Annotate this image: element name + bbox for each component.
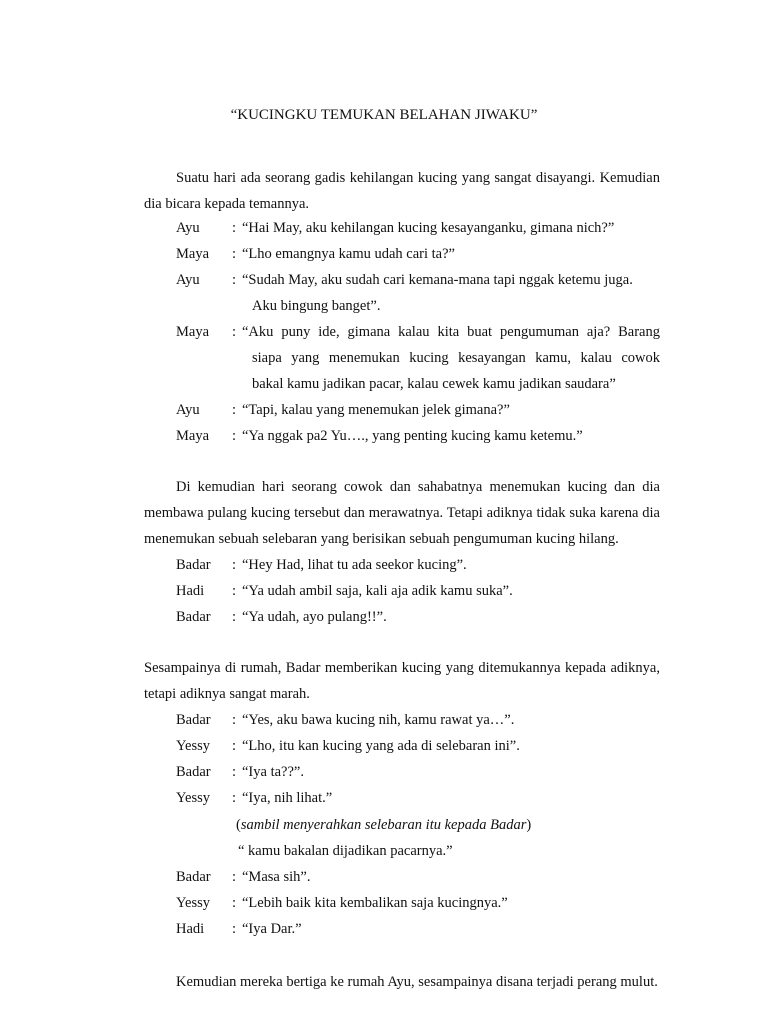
dialog-text: “Ya udah, ayo pulang!!”. bbox=[242, 609, 387, 625]
dialog-line bbox=[176, 785, 660, 811]
dialog-text: “Iya ta??”. bbox=[242, 764, 304, 780]
speaker-colon: : bbox=[232, 428, 237, 444]
dialog-line bbox=[176, 397, 660, 423]
dialog-line bbox=[176, 215, 660, 241]
speaker-name: Maya bbox=[176, 428, 210, 444]
dialog-line bbox=[176, 267, 660, 319]
dialog-line bbox=[176, 707, 660, 733]
speaker-colon: : bbox=[232, 324, 237, 340]
dialog-line bbox=[176, 578, 660, 604]
speaker-colon: : bbox=[232, 921, 237, 937]
dialog-text: “Aku puny ide, gimana kalau kita buat pengumuman aja? Barang bbox=[242, 324, 660, 340]
dialog-text: “Lho emangnya kamu udah cari ta?” bbox=[242, 246, 455, 262]
dialog-text-continued: Aku bingung banget”. bbox=[252, 298, 381, 314]
speaker-colon: : bbox=[232, 272, 237, 288]
speaker-colon: : bbox=[232, 220, 237, 236]
speaker-name: Maya bbox=[176, 324, 210, 340]
dialog-line bbox=[176, 604, 660, 630]
stage-direction bbox=[236, 812, 656, 838]
speaker-colon: : bbox=[232, 764, 237, 780]
dialog-line bbox=[176, 890, 660, 916]
speaker-colon: : bbox=[232, 557, 237, 573]
speaker-name: Yessy bbox=[176, 895, 210, 911]
speaker-name: Ayu bbox=[176, 272, 200, 288]
speaker-name: Maya bbox=[176, 246, 210, 262]
dialog-text: “Lho, itu kan kucing yang ada di selebaran ini”. bbox=[242, 738, 520, 754]
paragraph-1: Suatu hari ada seorang gadis kehilangan kucing yang sangat disayangi. Kemudian dia bicara kepada temannya. bbox=[144, 170, 660, 212]
dialog-text: “Yes, aku bawa kucing nih, kamu rawat ya…”. bbox=[242, 712, 515, 728]
speaker-colon: : bbox=[232, 583, 237, 599]
dialog-line bbox=[176, 423, 660, 449]
speaker-colon: : bbox=[232, 895, 237, 911]
dialog-line bbox=[176, 319, 660, 397]
dialog-text: “Sudah May, aku sudah cari kemana-mana tapi nggak ketemu juga. bbox=[242, 272, 633, 288]
speaker-name: Hadi bbox=[176, 921, 205, 937]
document-title: “KUCINGKU TEMUKAN BELAHAN JIWAKU” bbox=[230, 107, 538, 123]
dialog-text-block bbox=[242, 319, 660, 397]
dialog-line bbox=[176, 864, 660, 890]
speaker-colon: : bbox=[232, 712, 237, 728]
stage-direction-text: sambil menyerahkan selebaran itu kepada Badar bbox=[240, 817, 527, 833]
speaker-name: Yessy bbox=[176, 738, 210, 754]
dialog-line bbox=[176, 916, 660, 942]
paren-close: ) bbox=[526, 817, 532, 833]
dialog-text: “Hai May, aku kehilangan kucing kesayanganku, gimana nich?” bbox=[242, 220, 615, 236]
speaker-name: Badar bbox=[176, 764, 211, 780]
dialog-line bbox=[176, 733, 660, 759]
speaker-name: Hadi bbox=[176, 583, 205, 599]
paragraph-2: Di kemudian hari seorang cowok dan sahabatnya menemukan kucing dan dia membawa pulang kucing tersebut dan merawatnya. Tetapi adiknya tidak suka karena dia menemukan sebuah selebaran yang berisikan sebuah pengumuman kucing hilang. bbox=[144, 479, 660, 547]
paren-open: ( bbox=[236, 817, 241, 833]
speaker-colon: : bbox=[232, 790, 237, 806]
speaker-name: Badar bbox=[176, 609, 211, 625]
dialog-text-block bbox=[242, 267, 660, 319]
dialog-text: “Ya udah ambil saja, kali aja adik kamu suka”. bbox=[242, 583, 513, 599]
dialog-text: “Masa sih”. bbox=[242, 869, 311, 885]
speaker-colon: : bbox=[232, 402, 237, 418]
speaker-colon: : bbox=[232, 246, 237, 262]
speaker-colon: : bbox=[232, 609, 237, 625]
paragraph-4: Kemudian mereka bertiga ke rumah Ayu, sesampainya disana terjadi perang mulut. bbox=[176, 974, 658, 990]
speaker-name: Ayu bbox=[176, 220, 200, 236]
speaker-name: Badar bbox=[176, 869, 211, 885]
speaker-name: Ayu bbox=[176, 402, 200, 418]
paragraph-3: Sesampainya di rumah, Badar memberikan kucing yang ditemukannya kepada adiknya, tetapi adiknya sangat marah. bbox=[144, 660, 660, 702]
dialog-text: “Tapi, kalau yang menemukan jelek gimana?” bbox=[242, 402, 510, 418]
speaker-colon: : bbox=[232, 738, 237, 754]
dialog-text: “Lebih baik kita kembalikan saja kucingnya.” bbox=[242, 895, 508, 911]
dialog-text: “Ya nggak pa2 Yu…., yang penting kucing kamu ketemu.” bbox=[242, 428, 583, 444]
dialog-line bbox=[176, 241, 660, 267]
dialog-text: “Iya, nih lihat.” bbox=[242, 790, 333, 806]
dialog-continuation: “ kamu bakalan dijadikan pacarnya.” bbox=[238, 843, 453, 859]
dialog-text-continued: bakal kamu jadikan pacar, kalau cewek kamu jadikan saudara” bbox=[252, 376, 616, 392]
speaker-name: Yessy bbox=[176, 790, 210, 806]
dialog-text: “Hey Had, lihat tu ada seekor kucing”. bbox=[242, 557, 467, 573]
dialog-text-continued: siapa yang menemukan kucing kesayangan kamu, kalau cowok bbox=[252, 350, 660, 366]
speaker-name: Badar bbox=[176, 712, 211, 728]
dialog-line bbox=[176, 759, 660, 785]
dialog-line bbox=[176, 552, 660, 578]
speaker-colon: : bbox=[232, 869, 237, 885]
dialog-text: “Iya Dar.” bbox=[242, 921, 302, 937]
speaker-name: Badar bbox=[176, 557, 211, 573]
